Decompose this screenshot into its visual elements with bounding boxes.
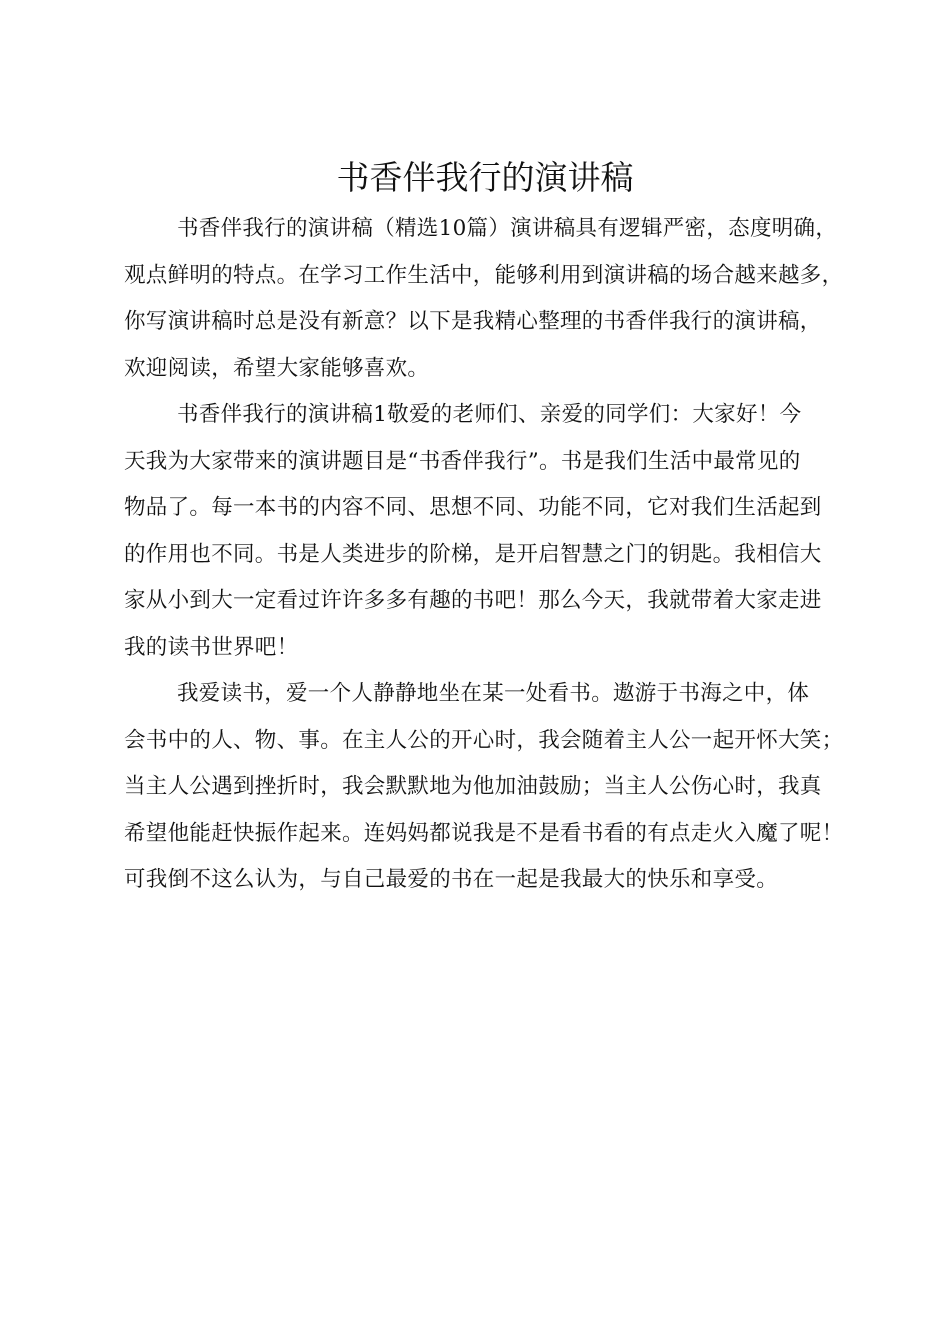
- text-line: 我的读书世界吧！: [124, 634, 299, 660]
- text-line: 可我倒不这么认为，与自己最爱的书在一起是我最大的快乐和享受。: [124, 867, 779, 892]
- text-line: 的作用也不同。书是人类进步的阶梯，是开启智慧之门的钥匙。我相信大: [124, 541, 822, 567]
- text-line: 家从小到大一定看过许许多多有趣的书吧！那么今天，我就带着大家走进: [124, 588, 822, 613]
- text-line: 天我为大家带来的演讲题目是“书香伴我行”。书是我们生活中最常见的: [124, 448, 801, 474]
- text-line: 当主人公遇到挫折时，我会默默地为他加油鼓励；当主人公伤心时，我真: [124, 774, 822, 799]
- text-line: 你写演讲稿时总是没有新意？以下是我精心整理的书香伴我行的演讲稿，: [124, 309, 822, 334]
- document-body: [124, 206, 864, 904]
- paragraph-speech-opening: [124, 392, 864, 671]
- text-line: 我爱读书，爱一个人静静地坐在某一处看书。遨游于书海之中，体: [177, 681, 810, 706]
- text-line: 欢迎阅读，希望大家能够喜欢。: [124, 355, 430, 381]
- paragraph-love-reading: [124, 671, 864, 904]
- text-line: 书香伴我行的演讲稿（精选10篇）演讲稿具有逻辑严密，态度明确，: [177, 216, 838, 241]
- text-line: 希望他能赶快振作起来。连妈妈都说我是不是看书看的有点走火入魔了呢！: [124, 820, 844, 846]
- text-line: 物品了。每一本书的内容不同、思想不同、功能不同，它对我们生活起到: [124, 495, 822, 520]
- document-title: 书香伴我行的演讲稿: [336, 158, 634, 197]
- text-line: 会书中的人、物、事。在主人公的开心时，我会随着主人公一起开怀大笑；: [124, 727, 844, 753]
- text-line: 书香伴我行的演讲稿1敬爱的老师们、亲爱的同学们：大家好！今: [177, 402, 802, 427]
- paragraph-intro: [124, 206, 864, 392]
- text-line: 观点鲜明的特点。在学习工作生活中，能够利用到演讲稿的场合越来越多，: [124, 262, 844, 288]
